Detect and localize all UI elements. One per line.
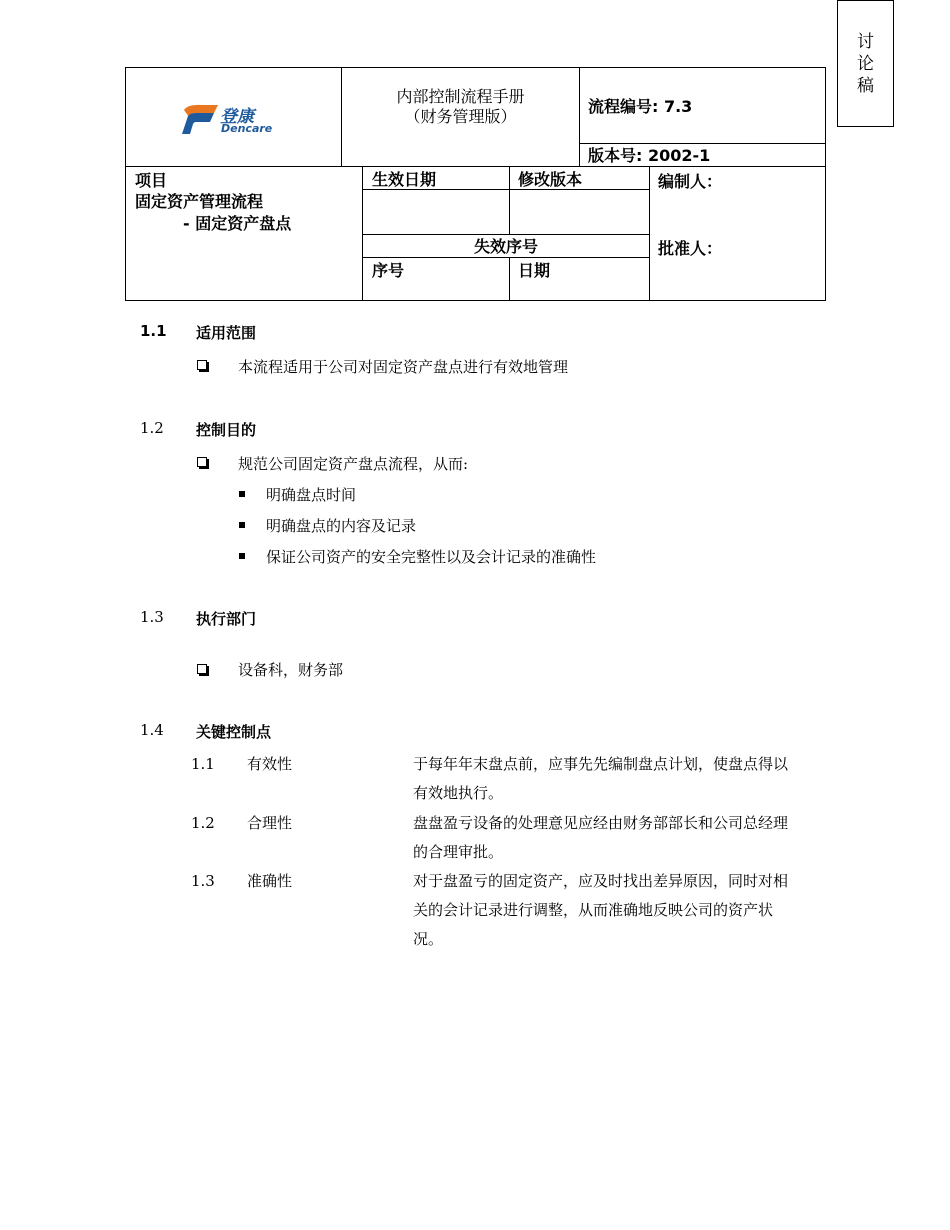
- sequence-label: 序号: [372, 261, 405, 280]
- section-number: 1.4: [140, 721, 164, 739]
- control-point-desc-line: 有效地执行。: [413, 784, 504, 802]
- bullet-text: 本流程适用于公司对固定资产盘点进行有效地管理: [238, 358, 569, 376]
- expire-number-label: 失效序号: [473, 237, 538, 256]
- bullet-text: 设备科，财务部: [238, 661, 344, 679]
- section-title: 关键控制点: [196, 723, 272, 741]
- control-point-name: 合理性: [247, 814, 293, 832]
- dencare-logo: [180, 100, 280, 140]
- sub-bullet-text: 明确盘点的内容及记录: [266, 517, 417, 535]
- draft-mark-box: [837, 0, 894, 127]
- logo-brand-cn: 登康: [220, 107, 254, 127]
- control-point-desc-line: 对于盘盈亏的固定资产，应及时找出差异原因，同时对相: [413, 872, 789, 890]
- control-point-desc-line: 的合理审批。: [413, 843, 504, 861]
- bullet-text: 规范公司固定资产盘点流程，从而:: [238, 455, 469, 473]
- control-point-desc-line: 于每年年末盘点前，应事先先编制盘点计划，使盘点得以: [413, 755, 789, 773]
- sub-bullet-text: 明确盘点时间: [266, 486, 357, 504]
- checkbox-bullet-icon: [197, 360, 207, 370]
- square-bullet-icon: [239, 491, 245, 497]
- draft-mark-char: 论: [857, 54, 874, 74]
- date-label: 日期: [518, 261, 551, 280]
- revision-label: 修改版本: [518, 170, 583, 189]
- section-title: 控制目的: [196, 421, 257, 439]
- process-number: 流程编号: 7.3: [588, 97, 693, 116]
- section-number: 1.3: [140, 608, 164, 626]
- control-point-desc-line: 关的会计记录进行调整，从而准确地反映公司的资产状: [413, 901, 774, 919]
- control-point-name: 有效性: [247, 755, 293, 773]
- item-label: 项目: [135, 171, 168, 190]
- section-title: 执行部门: [196, 610, 257, 628]
- control-point-desc-line: 况。: [413, 930, 444, 948]
- control-point-number: 1.2: [191, 814, 215, 832]
- item-process-name: 固定资产管理流程: [135, 192, 264, 211]
- item-sub-name: - 固定资产盘点: [183, 214, 292, 233]
- version-number: 版本号: 2002-1: [588, 146, 711, 165]
- effective-date-label: 生效日期: [372, 170, 437, 189]
- square-bullet-icon: [239, 522, 245, 528]
- control-point-number: 1.1: [191, 755, 215, 773]
- manual-title-line1: 内部控制流程手册: [396, 87, 525, 106]
- section-title: 适用范围: [196, 324, 257, 342]
- section-number: 1.2: [140, 419, 164, 437]
- manual-title: [342, 87, 579, 127]
- sub-bullet-text: 保证公司资产的安全完整性以及会计记录的准确性: [266, 548, 597, 566]
- control-point-number: 1.3: [191, 872, 215, 890]
- square-bullet-icon: [239, 553, 245, 559]
- draft-mark-char: 稿: [857, 76, 874, 96]
- approver-label: 批准人：: [658, 239, 723, 258]
- checkbox-bullet-icon: [197, 664, 207, 674]
- editor-label: 编制人：: [658, 172, 723, 191]
- manual-title-line2: （财务管理版）: [404, 107, 517, 126]
- logo-brand-en: Dencare: [221, 122, 273, 135]
- control-point-desc-line: 盘盘盈亏设备的处理意见应经由财务部部长和公司总经理: [413, 814, 789, 832]
- checkbox-bullet-icon: [197, 457, 207, 467]
- control-point-name: 准确性: [247, 872, 293, 890]
- section-number: 1.1: [140, 322, 167, 340]
- draft-mark-char: 讨: [857, 32, 874, 52]
